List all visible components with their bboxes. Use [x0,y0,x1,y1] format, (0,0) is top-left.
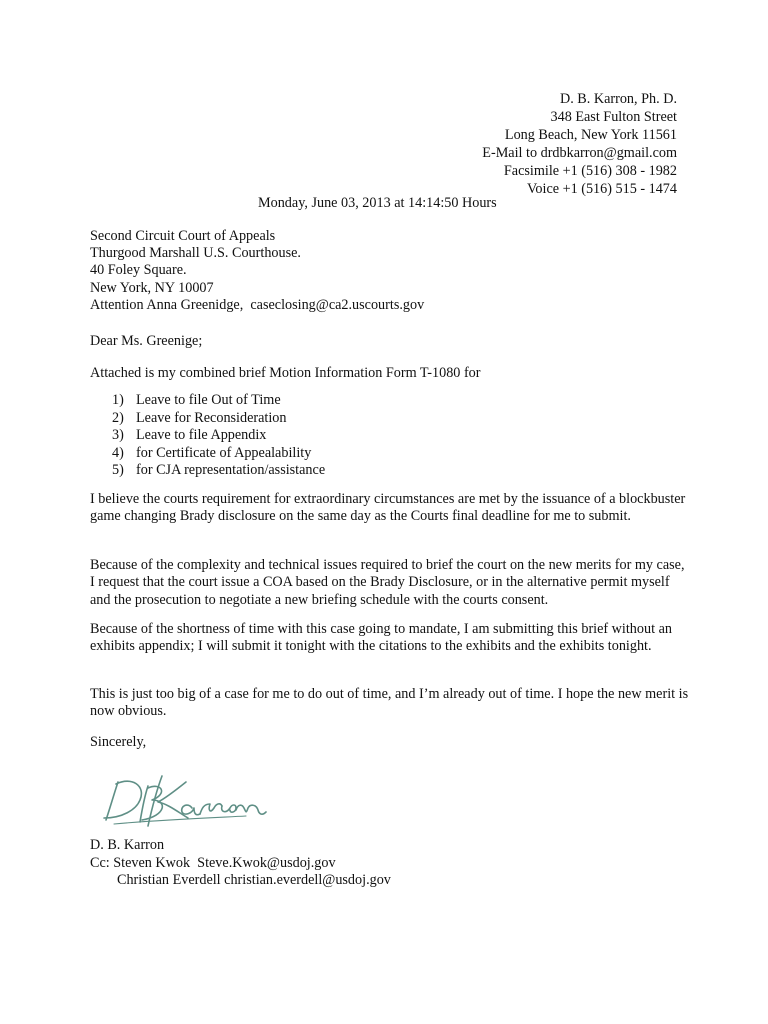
handwritten-signature [96,768,272,830]
sender-fax: Facsimile +1 (516) 308 - 1982 [503,163,677,179]
recipient-line-city: New York, NY 10007 [90,279,214,296]
list-item-text: Leave to file Appendix [136,427,267,444]
body-paragraph-circumstances: I believe the courts requirement for extraordinary circumstances are met by the issuance of a blockbuster game changing Brady disclosure on the same day as the Courts final deadline for me to submit. [90,491,686,525]
list-item [112,445,325,463]
letter-date: Monday, June 03, 2013 at 14:14:50 Hours [258,195,497,211]
body-paragraph-out-of-time: This is just too big of a case for me to do out of time, and I’m already out of time. I hope the new merit is now obvious. [90,686,689,720]
cc-line-everdell: Christian Everdell christian.everdell@usdoj.gov [117,872,391,889]
signer-name: D. B. Karron [90,837,165,853]
sender-city: Long Beach, New York 11561 [504,127,677,143]
intro-paragraph: Attached is my combined brief Motion Information Form T-1080 for [90,365,481,381]
list-item [112,462,325,480]
signer-block [90,837,391,890]
sender-email: E-Mail to drdbkarron@gmail.com [482,145,677,161]
body-paragraph-coa-request: Because of the complexity and technical issues required to brief the court on the new merits for my case, I request that the court issue a COA based on the Brady Disclosure, or in the alternative permit myself and the prosecution to negotiate a new briefing schedule with the courts consent. [90,557,685,608]
list-item-number: 2) [112,409,124,426]
body-paragraph-exhibits: Because of the shortness of time with this case going to mandate, I am submitting this brief without an exhibits appendix; I will submit it tonight with the citations to the exhibits and the exhibits tonight. [90,621,672,655]
sender-address-block [482,90,677,198]
list-item-text: for Certificate of Appealability [136,444,312,461]
sender-name: D. B. Karron, Ph. D. [559,91,677,107]
recipient-line-building: Thurgood Marshall U.S. Courthouse. [90,245,301,262]
list-item [112,427,325,445]
cc-line-kwok: Cc: Steven Kwok Steve.Kwok@usdoj.gov [90,854,336,871]
list-item-text: Leave to file Out of Time [136,392,281,408]
recipient-line-court: Second Circuit Court of Appeals [90,228,276,244]
list-item-number: 4) [112,444,124,461]
salutation: Dear Ms. Greenige; [90,333,203,349]
list-item-number: 1) [112,392,124,408]
recipient-line-street: 40 Foley Square. [90,262,187,279]
list-item-number: 5) [112,462,124,479]
recipient-line-attention: Attention Anna Greenidge, caseclosing@ca2.uscourts.gov [90,296,425,313]
list-item [112,410,325,428]
sender-voice: Voice +1 (516) 515 - 1474 [527,181,677,197]
motion-list [112,392,325,480]
sender-street: 348 East Fulton Street [550,109,677,125]
list-item-number: 3) [112,427,124,444]
list-item [112,392,325,410]
list-item-text: for CJA representation/assistance [136,462,326,479]
recipient-address-block [90,228,424,314]
list-item-text: Leave for Reconsideration [136,409,287,426]
closing: Sincerely, [90,734,147,750]
